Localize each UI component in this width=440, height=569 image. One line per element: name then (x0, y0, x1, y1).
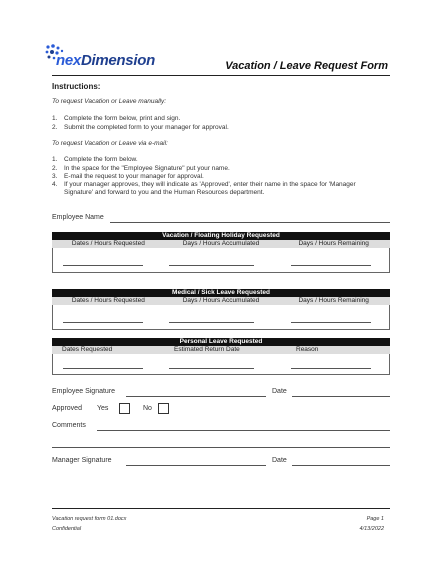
column-header: Reason (296, 346, 319, 353)
medical-section (52, 289, 390, 330)
email-step: 3. E-mail the request to your manager for approval. (52, 173, 204, 180)
comments-label: Comments (52, 422, 86, 429)
comments-field-line1[interactable] (97, 430, 390, 431)
instructions-heading: Instructions: (52, 82, 101, 91)
yes-label: Yes (97, 405, 109, 412)
manager-signature-label: Manager Signature (52, 457, 112, 464)
accumulated-field[interactable] (169, 322, 254, 323)
approved-yes-checkbox[interactable] (119, 403, 130, 414)
footer-filename: Vacation request form 01.docx (52, 516, 127, 522)
manual-step: 2. Submit the completed form to your manager for approval. (52, 124, 229, 131)
date-label: Date (272, 388, 287, 395)
email-step: 1. Complete the form below. (52, 156, 138, 163)
personal-section (52, 338, 390, 375)
column-header: Days / Hours Remaining (298, 240, 369, 247)
manual-step: 1. Complete the form below, print and sign. (52, 115, 181, 122)
manager-date-field[interactable] (292, 465, 390, 466)
logo-wordmark: nexDimension (56, 52, 155, 69)
footer-page: Page 1 (366, 516, 384, 522)
email-step-continued: Signature' and forward to you and the Human Resources department. (64, 189, 265, 196)
remaining-field[interactable] (291, 322, 371, 323)
company-logo (44, 43, 164, 73)
column-header: Days / Hours Accumulated (182, 297, 260, 304)
section-body (52, 248, 390, 273)
return-date-field[interactable] (169, 368, 254, 369)
remaining-field[interactable] (291, 265, 371, 266)
section-body (52, 305, 390, 330)
manual-intro: To request Vacation or Leave manually: (52, 98, 167, 105)
date-label: Date (272, 457, 287, 464)
employee-name-field[interactable] (110, 222, 390, 223)
comments-field-line2[interactable] (52, 447, 390, 448)
dates-requested-field[interactable] (63, 368, 143, 369)
form-title: Vacation / Leave Request Form (225, 60, 388, 72)
employee-signature-label: Employee Signature (52, 388, 116, 395)
column-header: Days / Hours Accumulated (182, 240, 260, 247)
employee-signature-field[interactable] (126, 396, 266, 397)
reason-field[interactable] (291, 368, 371, 369)
email-intro: To request Vacation or Leave via e-mail: (52, 140, 168, 147)
footer-confidential: Confidential (52, 526, 82, 532)
column-header: Dates / Hours Requested (71, 297, 145, 304)
section-columns (52, 297, 390, 305)
employee-name-label: Employee Name (52, 214, 104, 221)
approved-no-checkbox[interactable] (158, 403, 169, 414)
section-title: Vacation / Floating Holiday Requested (52, 232, 390, 240)
accumulated-field[interactable] (169, 265, 254, 266)
email-step: 2. In the space for the "Employee Signature" put your name. (52, 165, 230, 172)
dates-hours-field[interactable] (63, 322, 143, 323)
header-rule (52, 75, 390, 76)
employee-date-field[interactable] (292, 396, 390, 397)
vacation-section (52, 232, 390, 273)
approved-label: Approved (52, 405, 82, 412)
column-header: Estimated Return Date (174, 346, 240, 353)
dates-hours-field[interactable] (63, 265, 143, 266)
section-body (52, 354, 390, 375)
column-header: Dates / Hours Requested (71, 240, 145, 247)
footer-rule (52, 508, 390, 509)
no-label: No (143, 405, 152, 412)
section-title: Medical / Sick Leave Requested (52, 289, 390, 297)
footer-date: 4/13/2022 (359, 526, 384, 532)
section-columns (52, 346, 390, 354)
section-title: Personal Leave Requested (52, 338, 390, 346)
section-columns (52, 240, 390, 248)
email-step: 4. If your manager approves, they will indicate as 'Approved', enter their name in the space for 'Manager (52, 181, 356, 188)
manager-signature-field[interactable] (126, 465, 266, 466)
column-header: Dates Requested (62, 346, 113, 353)
column-header: Days / Hours Remaining (298, 297, 369, 304)
